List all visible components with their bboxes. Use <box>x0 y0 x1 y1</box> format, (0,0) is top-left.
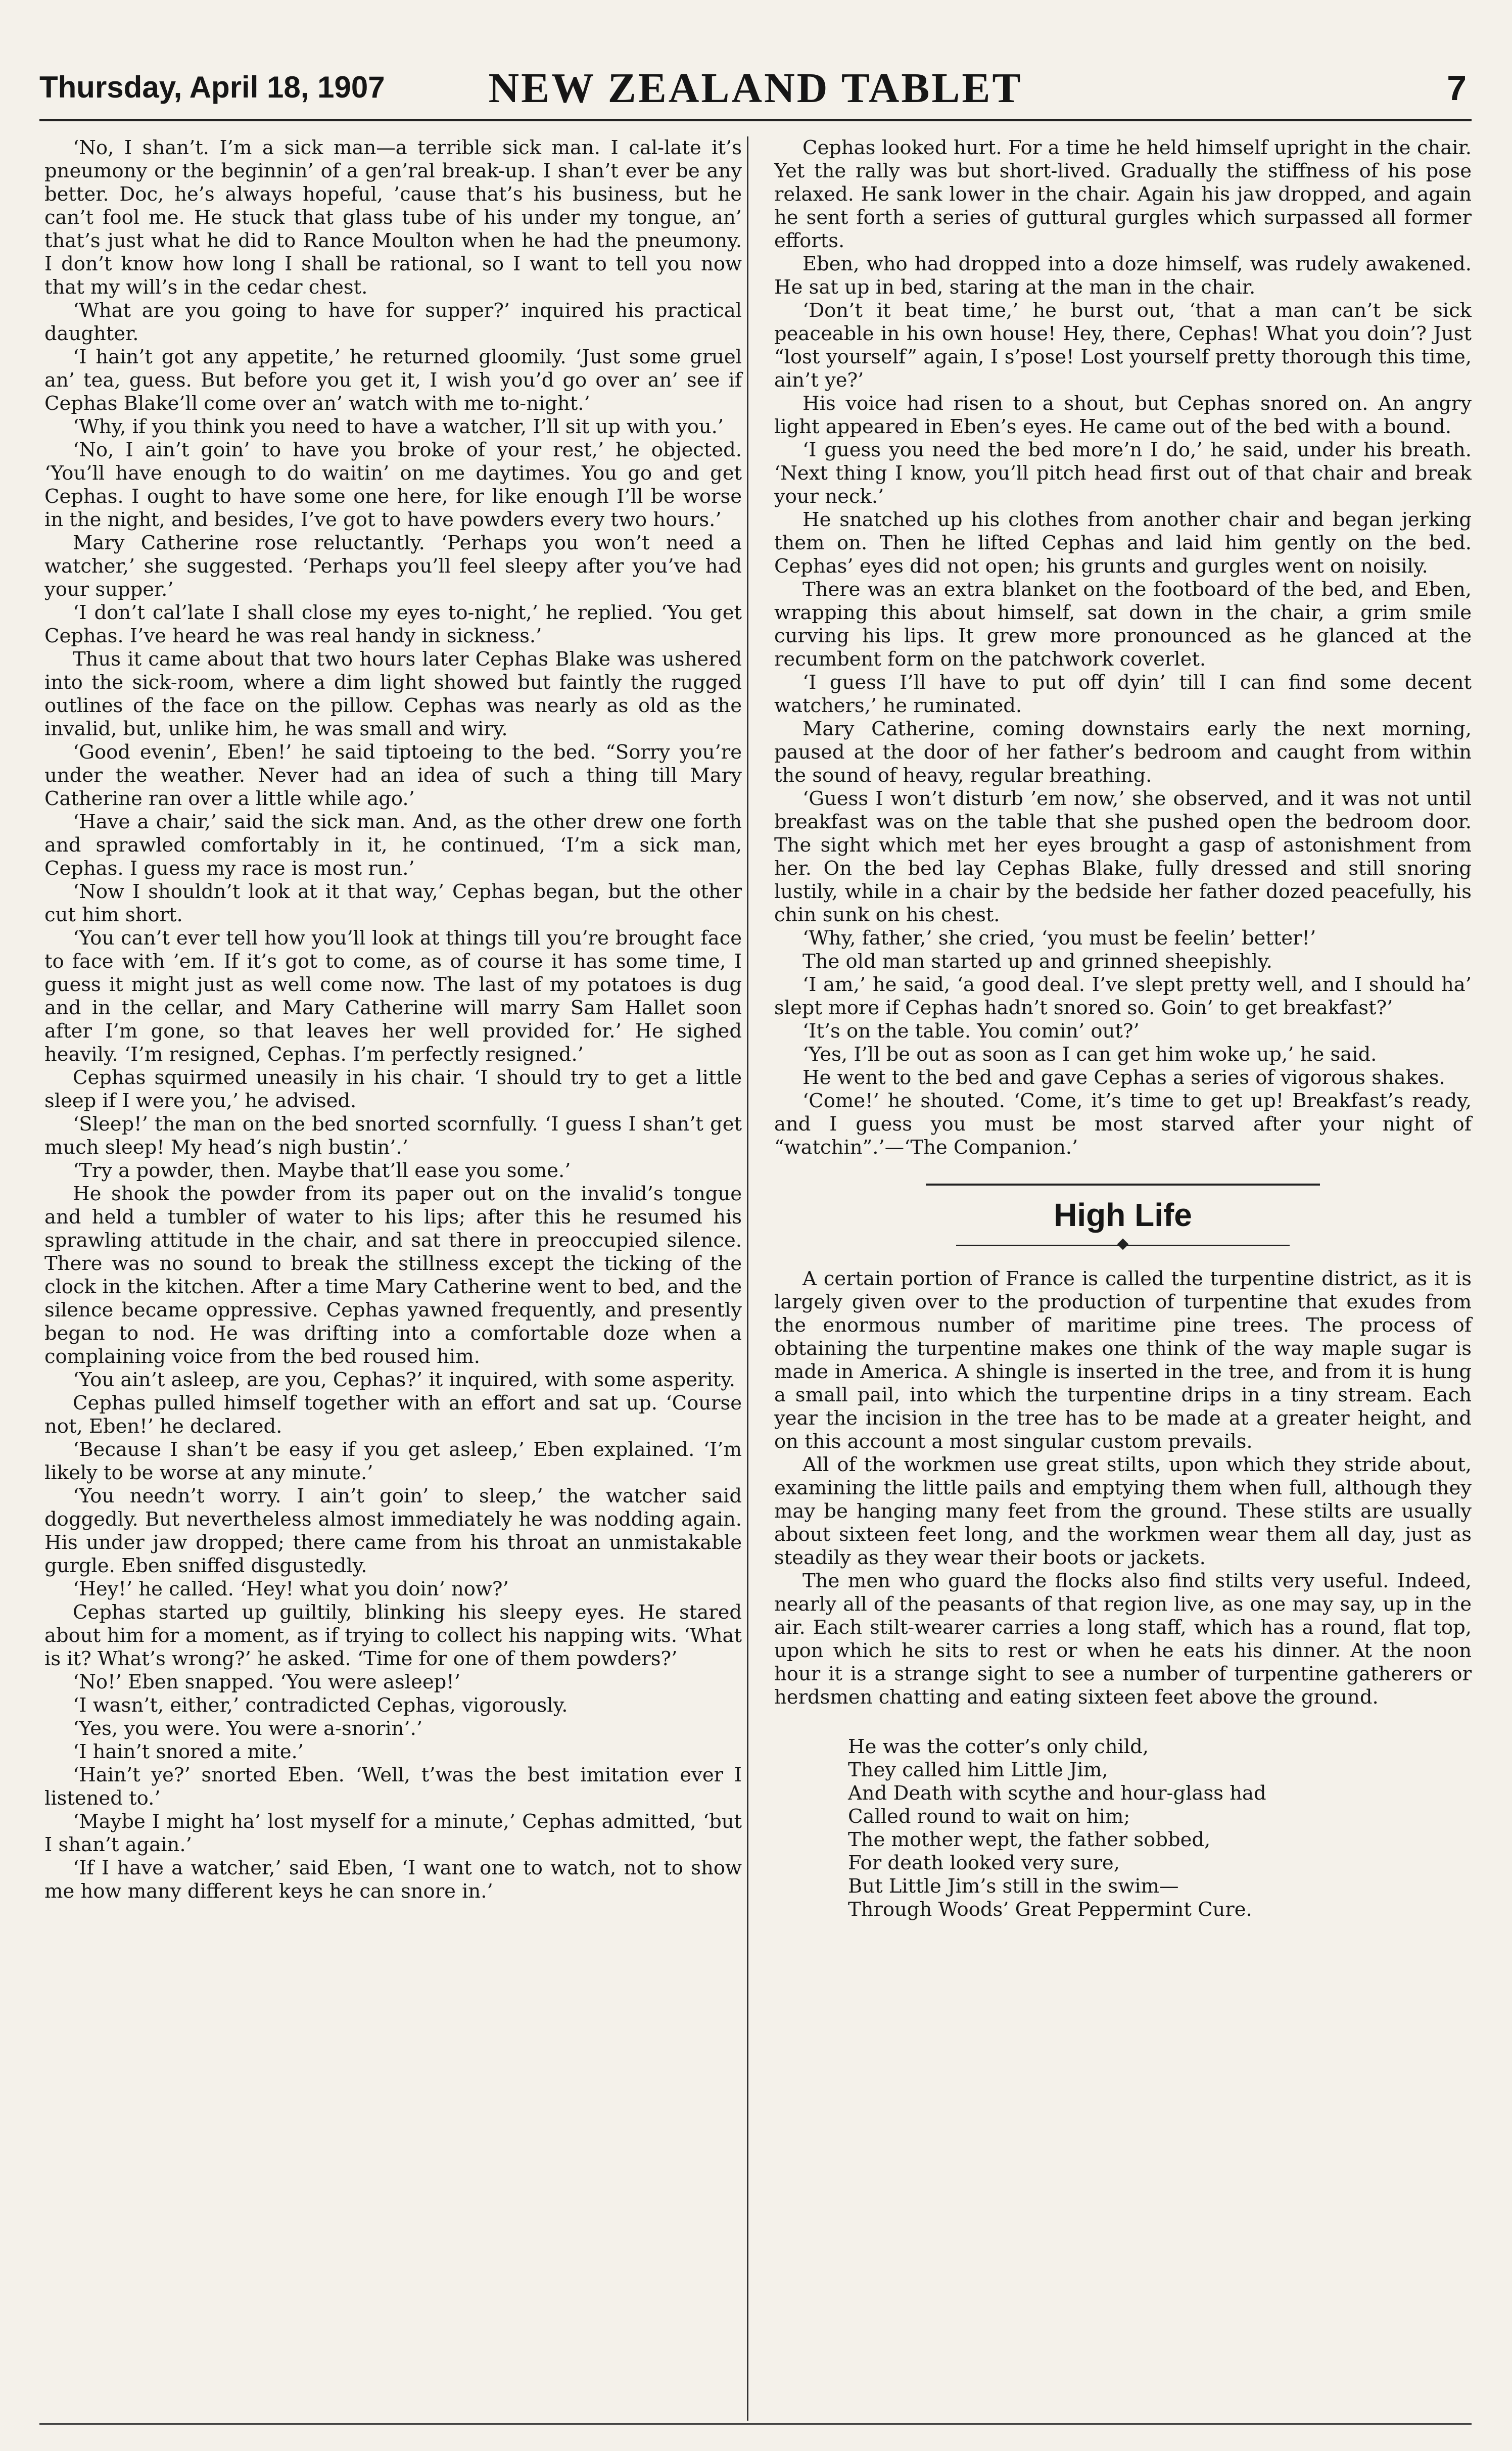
story-paragraph: ‘You can’t ever tell how you’ll look at things till you’re brought face to face with ’em. If it’s got to come, as of course it has some time, I guess it might just as well come now. The last of my potatoes is dug and in the cellar, and Mary Catherine will marry Sam Hallet soon after I’m gone, so that leaves her well provided for.’ He sighed heavily. ‘I’m resigned, Cephas. I’m perfectly resigned.’ <box>44 927 742 1066</box>
story-paragraph: ‘No!’ Eben snapped. ‘You were asleep!’ <box>73 1671 460 1693</box>
issue-date: Thursday, April 18, 1907 <box>39 70 385 104</box>
story-paragraph: ‘Good evenin’, Eben!’ he said tiptoeing to the bed. “Sorry you’re under the weather. Never had an idea of such a thing till Mary Catherine ran over a little while ago.’ <box>44 741 742 810</box>
ornament-divider <box>956 1240 1290 1250</box>
story-paragraph: ‘It’s on the table. You comin’ out?’ <box>802 1020 1140 1043</box>
poem-line: For death looked very sure, <box>848 1852 1120 1874</box>
story-paragraph: He went to the bed and gave Cephas a series of vigorous shakes. <box>802 1066 1445 1089</box>
story-paragraph: ‘Now I shouldn’t look at it that way,’ Cephas began, but the other cut him short. <box>44 880 742 926</box>
story-paragraph: ‘I guess I’ll have to put off dyin’ till I can find some decent watchers,’ he ruminated. <box>774 671 1472 717</box>
heading-rule <box>926 1184 1320 1186</box>
story-paragraph: ‘Try a powder, then. Maybe that’ll ease you some.’ <box>73 1159 571 1182</box>
poem-line: The mother wept, the father sobbed, <box>848 1828 1211 1851</box>
story-paragraph: He snatched up his clothes from another chair and began jerking them on. Then he lifted Cephas and laid him gently on the bed. Cephas’ eyes did not open; his grunts and gurgles went on noisily. <box>774 508 1472 578</box>
column-divider <box>747 136 748 2421</box>
story-paragraph: ‘Why, if you think you need to have a watcher, I’ll sit up with you.’ <box>73 415 724 438</box>
poem-line: He was the cotter’s only child, <box>848 1735 1149 1758</box>
advertisement-poem <box>774 1735 1472 1921</box>
page-bottom-rule <box>39 2423 1472 2425</box>
story-paragraph: ‘Guess I won’t disturb ’em now,’ she observed, and it was not until breakfast was on the table that she pushed open the bedroom door. The sight which met her eyes brought a gasp of astonishment from her. On the bed lay Cephas Blake, fully dressed and still snoring lustily, while in a chair by the bedside her father dozed peacefully, his chin sunk on his chest. <box>774 787 1472 926</box>
page-number: 7 <box>1447 68 1467 108</box>
story-paragraph: Eben, who had dropped into a doze himself, was rudely awakened. He sat up in bed, staring at the man in the chair. <box>774 253 1472 299</box>
story-paragraph: Mary Catherine rose reluctantly. ‘Perhaps you won’t need a watcher,’ she suggested. ‘Perhaps you’ll feel sleepy after you’ve had your supper.’ <box>44 532 742 601</box>
masthead-rule <box>39 119 1472 121</box>
story-paragraph: The old man started up and grinned sheepishly. <box>802 950 1272 973</box>
article-paragraph: All of the workmen use great stilts, upon which they stride about, examining the little pails and emptying them when full, although they may be hanging many feet from the ground. These stilts are usually about sixteen feet long, and the workmen wear them all day, just as steadily as they wear their boots or jackets. <box>774 1453 1472 1569</box>
story-paragraph: ‘If I have a watcher,’ said Eben, ‘I want one to watch, not to show me how many different keys he can snore in.’ <box>44 1857 742 1903</box>
story-paragraph: ‘Yes, I’ll be out as soon as I can get him woke up,’ he said. <box>802 1043 1377 1066</box>
story-paragraph: ‘I hain’t snored a mite.’ <box>73 1740 304 1763</box>
story-paragraph: Thus it came about that two hours later Cephas Blake was ushered into the sick-room, where a dim light showed but faintly the rugged outlines of the face on the pillow. Cephas was nearly as old as the invalid, but, unlike him, he was small and wiry. <box>44 648 742 740</box>
story-paragraph: ‘Maybe I might ha’ lost myself for a minute,’ Cephas admitted, ‘but I shan’t again.’ <box>44 1810 742 1856</box>
story-paragraph: ‘Don’t it beat time,’ he burst out, ‘that a man can’t be sick peaceable in his own house! Hey, there, Cephas! What you doin’? Just “lost yourself” again, I s’pose! Lost yourself pretty thorough this time, ain’t ye?’ <box>774 299 1472 392</box>
story-paragraph: Cephas pulled himself together with an effort and sat up. ‘Course not, Eben!’ he declared. <box>44 1392 742 1438</box>
story-paragraph: ‘No, I ain’t goin’ to have you broke of your rest,’ he objected. ‘You’ll have enough to do waitin’ on me daytimes. You go and get Cephas. I ought to have some one here, for like enough I’ll be worse in the night, and besides, I’ve got to have powders every two hours.’ <box>44 439 742 531</box>
story-paragraph: ‘I wasn’t, either,’ contradicted Cephas, vigorously. <box>73 1694 568 1717</box>
story-paragraph: ‘What are you going to have for supper?’ inquired his practical daughter. <box>44 299 742 345</box>
right-column <box>774 136 1472 1921</box>
story-paragraph: ‘You ain’t asleep, are you, Cephas?’ it inquired, with some asperity. <box>73 1369 735 1391</box>
story-paragraph: Mary Catherine, coming downstairs early the next morning, paused at the door of her father’s bedroom and caught from within the sound of heavy, regular breathing. <box>774 718 1472 787</box>
section-title: High Life <box>1054 1197 1192 1233</box>
story-paragraph: Cephas looked hurt. For a time he held himself upright in the chair. Yet the rally was but short-lived. Gradually the stiffness of his pose relaxed. He sank lower in the chair. Again his jaw dropped, and again he sent forth a series of guttural gurgles which surpassed all former efforts. <box>774 136 1472 252</box>
section-heading-block <box>774 1184 1472 1250</box>
story-paragraph: ‘Why, father,’ she cried, ‘you must be feelin’ better!’ <box>802 927 1316 950</box>
poem-line: Through Woods’ Great Peppermint Cure. <box>848 1898 1252 1921</box>
story-paragraph: ‘You needn’t worry. I ain’t goin’ to sleep,’ the watcher said doggedly. But nevertheless almost immediately he was nodding again. His under jaw dropped; there came from his throat an unmistakable gurgle. Eben sniffed disgustedly. <box>44 1485 742 1577</box>
story-paragraph: ‘Hey!’ he called. ‘Hey! what you doin’ now?’ <box>73 1578 509 1600</box>
article-paragraph: The men who guard the flocks also find stilts very useful. Indeed, nearly all of the peasants of that region live, as one may say, up in the air. Each stilt-wearer carries a long staff, which has a round, flat top, upon which he sits to rest or when he eats his dinner. At the noon hour it is a strange sight to see a number of turpentine gatherers or herdsmen chatting and eating sixteen feet above the ground. <box>774 1570 1472 1709</box>
poem-line: But Little Jim’s still in the swim— <box>848 1875 1179 1898</box>
story-paragraph: ‘No, I shan’t. I’m a sick man—a terrible sick man. I cal-late it’s pneumony or the beginnin’ of a gen’ral break-up. I shan’t ever be any better. Doc, he’s always hopeful, ’cause that’s his business, but he can’t fool me. He stuck that glass tube of his under my tongue, an’ that’s just what he did to Rance Moulton when he had the pneumony. I don’t know how long I shall be rational, so I want to tell you now that my will’s in the cedar chest. <box>44 136 742 299</box>
poem-line: They called him Little Jim, <box>848 1759 1108 1781</box>
publication-title: NEW ZEALAND TABLET <box>488 65 1023 112</box>
story-paragraph: ‘I am,’ he said, ‘a good deal. I’ve slept pretty well, and I should ha’ slept more if Cephas hadn’t snored so. Goin’ to get breakfast?’ <box>774 973 1472 1019</box>
story-paragraph: ‘Hain’t ye?’ snorted Eben. ‘Well, t’was the best imitation ever I listened to.’ <box>44 1764 742 1810</box>
story-paragraph: He shook the powder from its paper out on the invalid’s tongue and held a tumbler of water to his lips; after this he resumed his sprawling attitude in the chair, and sat there in preoccupied silence. There was no sound to break the stillness except the ticking of the clock in the kitchen. After a time Mary Catherine went to bed, and the silence became oppressive. Cephas yawned frequently, and presently began to nod. He was drifting into a comfortable doze when a complaining voice from the bed roused him. <box>44 1183 742 1368</box>
article-paragraph: A certain portion of France is called the turpentine district, as it is largely given over to the production of turpentine that exudes from the enormous number of maritime pine trees. The process of obtaining the turpentine makes one think of the way maple sugar is made in America. A shingle is inserted in the tree, and from it is hung a small pail, into which the turpentine drips in a tiny stream. Each year the incision in the tree has to be made at a greater height, and on this account a most singular custom prevails. <box>774 1267 1472 1453</box>
story-paragraph: ‘I guess you need the bed more’n I do,’ he said, under his breath. ‘Next thing I know, you’ll pitch head first out of that chair and break your neck.’ <box>774 439 1472 508</box>
story-paragraph: ‘Yes, you were. You were a-snorin’.’ <box>73 1717 423 1740</box>
story-paragraph: There was an extra blanket on the footboard of the bed, and Eben, wrapping this about himself, sat down in the chair, a grim smile curving his lips. It grew more pronounced as he glanced at the recumbent form on the patchwork coverlet. <box>774 578 1472 671</box>
story-paragraph: ‘I don’t cal’late I shall close my eyes to-night,’ he replied. ‘You get Cephas. I’ve heard he was real handy in sickness.’ <box>44 601 742 647</box>
story-paragraph: ‘Sleep!’ the man on the bed snorted scornfully. ‘I guess I shan’t get much sleep! My head’s nigh bustin’.’ <box>44 1113 742 1159</box>
masthead <box>39 61 1472 116</box>
diamond-icon <box>1117 1239 1129 1250</box>
poem-line: Called round to wait on him; <box>848 1805 1130 1828</box>
poem-line: And Death with scythe and hour-glass had <box>848 1782 1266 1805</box>
story-paragraph: His voice had risen to a shout, but Cephas snored on. An angry light appeared in Eben’s eyes. He came out of the bed with a bound. <box>774 392 1472 438</box>
story-paragraph: Cephas started up guiltily, blinking his sleepy eyes. He stared about him for a moment, as if trying to collect his napping wits. ‘What is it? What’s wrong?’ he asked. ‘Time for one of them powders?’ <box>44 1601 742 1670</box>
story-paragraph: Cephas squirmed uneasily in his chair. ‘I should try to get a little sleep if I were you,’ he advised. <box>44 1066 742 1112</box>
story-paragraph: ‘I hain’t got any appetite,’ he returned gloomily. ‘Just some gruel an’ tea, guess. But before you get it, I wish you’d go over an’ see if Cephas Blake’ll come over an’ watch with me to-night.’ <box>44 346 742 415</box>
story-paragraph: ‘Because I shan’t be easy if you get asleep,’ Eben explained. ‘I’m likely to be worse at any minute.’ <box>44 1438 742 1484</box>
left-column <box>44 136 742 1903</box>
story-paragraph: ‘Have a chair,’ said the sick man. And, as the other drew one forth and sprawled comfortably in it, he continued, ‘I’m a sick man, Cephas. I guess my race is most run.’ <box>44 811 742 880</box>
story-paragraph: ‘Come!’ he shouted. ‘Come, it’s time to get up! Breakfast’s ready, and I guess you must be most starved after your night of “watchin”.’—‘The Companion.’ <box>774 1090 1472 1159</box>
